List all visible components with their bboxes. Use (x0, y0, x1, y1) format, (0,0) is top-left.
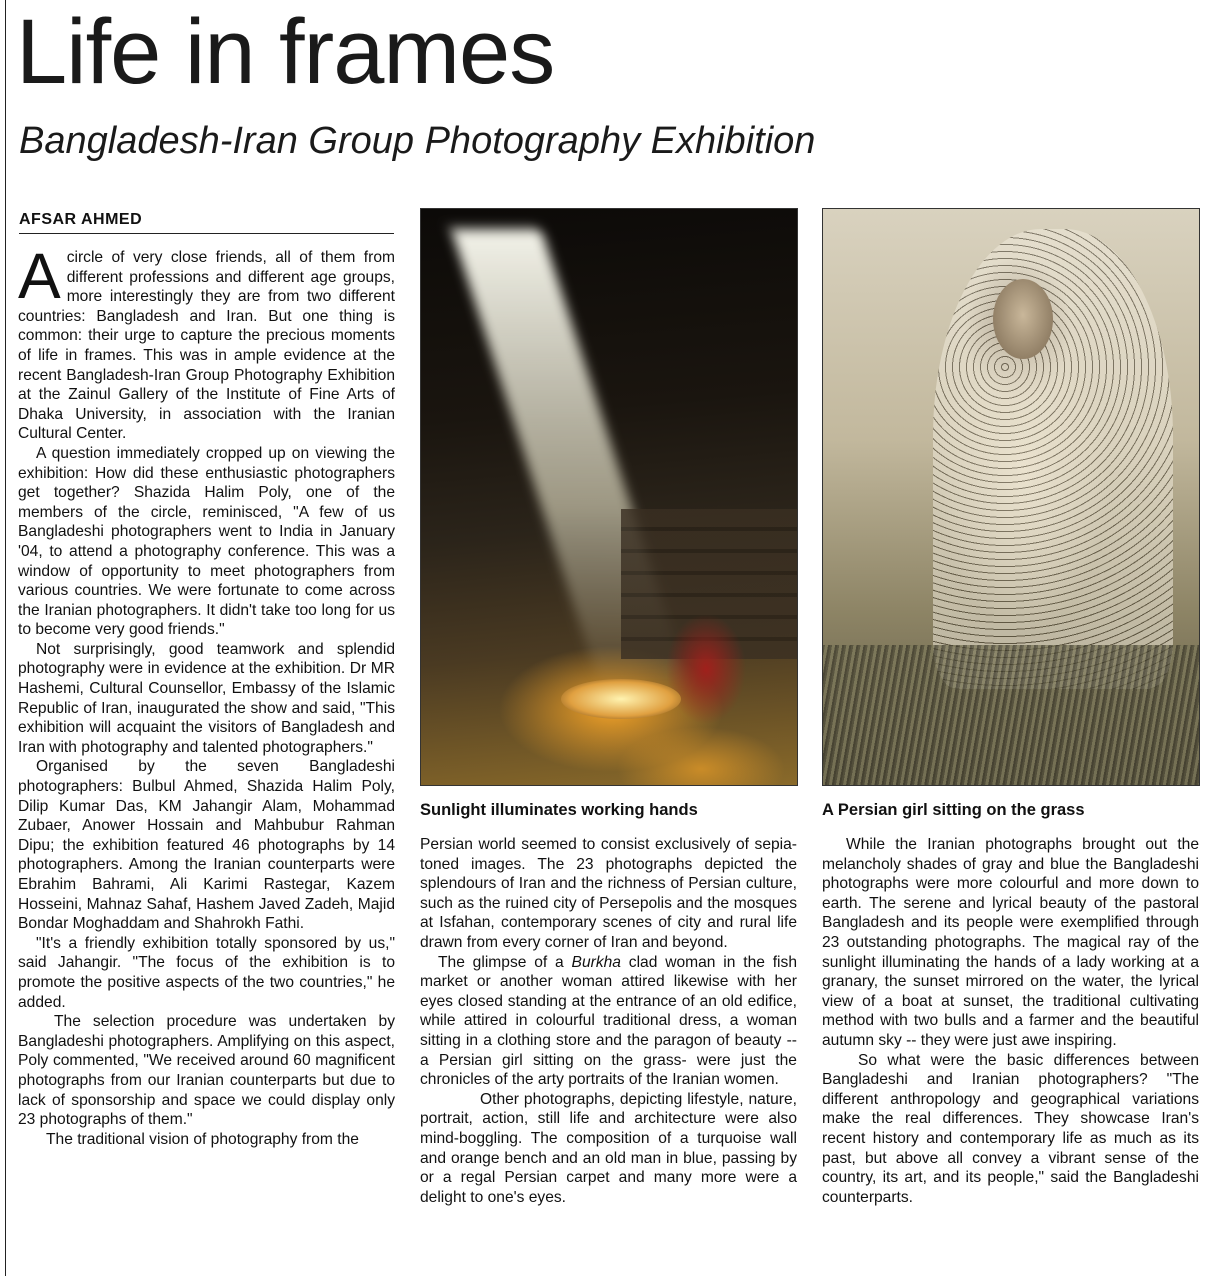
paragraph-intro (18, 240, 395, 444)
photo2-caption: A Persian girl sitting on the grass (822, 801, 1085, 819)
paragraph (420, 953, 797, 1090)
paragraph-text: clad woman in the fish market or another woman attired likewise with her eyes closed standing at the entrance of an old edifice, while attired in colourful traditional dress, a woman sitting in a clothing store and the paragon of beauty -- a Persian girl sitting on the grass- were just the chronicles of the arty portraits of the Iranian women. (420, 953, 797, 1089)
paragraph: "It's a friendly exhibition totally sponsored by us," said Jahangir. "The focus of the exhibition is to promote the positive aspects of the two countries," he added. (18, 934, 395, 1011)
subheadline: Bangladesh-Iran Group Photography Exhibition (19, 120, 816, 162)
photo-sunlight-granary (420, 208, 798, 786)
byline: AFSAR AHMED (19, 211, 394, 234)
paragraph: Not surprisingly, good teamwork and splendid photography were in evidence at the exhibition. Dr MR Hashemi, Cultural Counsellor, Embassy of the Islamic Republic of Iran, inaugurated the show and said, "This exhibition will acquaint the visitors of Bangladesh and Iran with photography and talented photographers." (18, 640, 395, 756)
paragraph-text: The glimpse of a (438, 953, 572, 971)
bowl-graphic (561, 679, 681, 719)
headline: Life in frames (16, 1, 555, 103)
paragraph: Other photographs, depicting lifestyle, nature, portrait, action, still life and architecture were also mind-boggling. The composition of a turquoise wall and orange bench and an old man in blue, passing by or a regal Persian carpet and many more were a delight to one's eyes. (420, 1090, 797, 1206)
article-column-3 (822, 835, 1199, 1207)
veil-graphic (933, 229, 1173, 689)
paragraph: So what were the basic differences between Bangladeshi and Iranian photographers? "The different anthropology and geographical variations make the real differences. They showcase Iran's recent history and contemporary life as much as its past, but above all convey a vibrant sense of the country, its art, and its people," said the Bangladeshi counterparts. (822, 1051, 1199, 1206)
paragraph-text: circle of very close friends, all of them from different professions and different age groups, more interestingly they are from two different countries: Bangladesh and Iran. But one thing is common: their urge to capture the precious moments of life in frames. This was in ample evidence at the recent Bangladesh-Iran Group Photography Exhibition at the Zainul Gallery of the Institute of Fine Arts of Dhaka University, in association with the Iranian Cultural Center. (18, 249, 395, 443)
paragraph: The selection procedure was undertaken by Bangladeshi photographers. Amplifying on this aspect, Poly commented, "We received around 60 magnificent photographs from our Iranian counterparts but due to lack of sponsorship and space we could display only 23 photographs of them." (18, 1013, 395, 1129)
paragraph: The traditional vision of photography from the (46, 1130, 359, 1148)
paragraph: A question immediately cropped up on viewing the exhibition: How did these enthusiastic photographers get together? Shazida Halim Poly, one of the members of the circle, reminisced, "A few of us Bangladeshi photographers went to India in January '04, to attend a photography conference. This was a window of opportunity to meet photographers from various countries. We were fortunate to come across the Iranian photographers. It didn't take too long for us to become very good friends." (18, 444, 395, 639)
article-column-2 (420, 835, 797, 1207)
face-graphic (993, 279, 1053, 359)
worker-graphic (661, 609, 751, 729)
article-column-1 (18, 240, 395, 1149)
paragraph: While the Iranian photographs brought out the melancholy shades of gray and blue the Bangladeshi photographs were more colourful and more down to earth. The serene and lyrical beauty of the pastoral Bangladesh and its people were exemplified through 23 outstanding photographs. The magical ray of the sunlight illuminating the hands of a lady working at a granary, the sunset mirrored on the water, the lyrical view of a boat at sunset, the traditional cultivating method with two bulls and a farmer and the beautiful autumn sky -- they were just awe inspiring. (822, 836, 1199, 1049)
left-column-rule (5, 0, 6, 1276)
photo-persian-girl (822, 208, 1200, 786)
drop-cap: A (18, 240, 61, 312)
photo1-caption: Sunlight illuminates working hands (420, 801, 698, 819)
italic-term: Burkha (571, 953, 621, 971)
paragraph: Persian world seemed to consist exclusively of sepia-toned images. The 23 photographs depicted the splendours of Iran and the richness of Persian culture, such as the ruined city of Persepolis and the mosques at Isfahan, contemporary scenes of city and rural life drawn from every corner of Iran and beyond. (420, 836, 797, 951)
grass-graphic (823, 645, 1199, 785)
paragraph: Organised by the seven Bangladeshi photographers: Bulbul Ahmed, Shazida Halim Poly, Dilip Kumar Das, KM Jahangir Alam, Mohammad Zubaer, Anower Hossain and Mahbubur Rahman Dipu; the exhibition featured 46 photographs by 14 photographers. Among the Iranian counterparts were Ebrahim Bahrami, Ali Karimi Rastegar, Kazem Hosseini, Mahnaz Sahaf, Hashem Javed Zadeh, Majid Bondar Moghaddam and Shahrokh Fathi. (18, 758, 395, 933)
